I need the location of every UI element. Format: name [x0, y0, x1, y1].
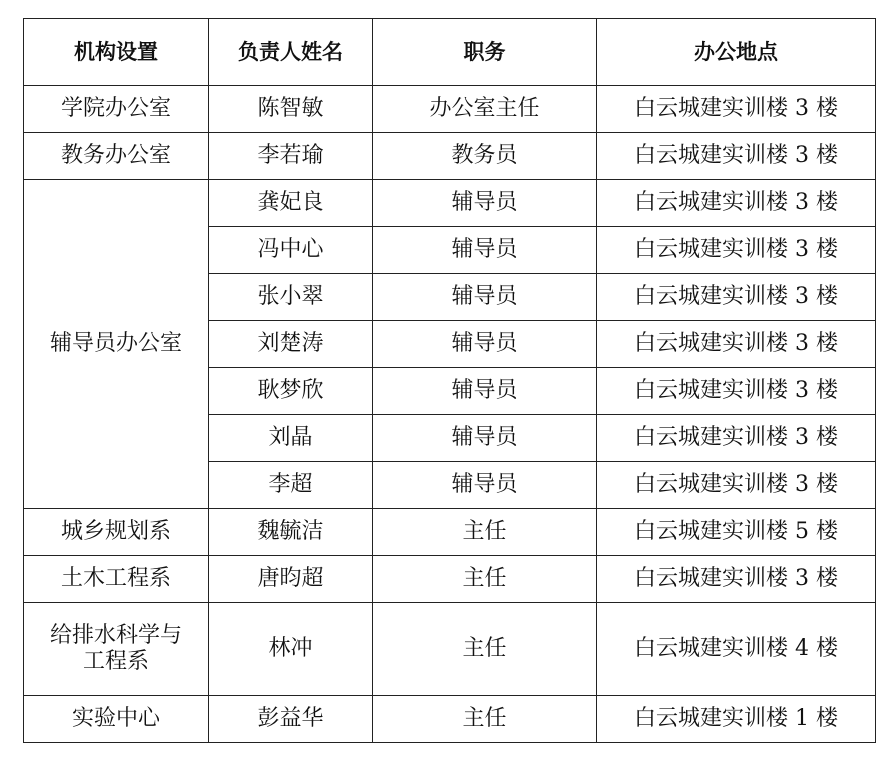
department-cell: 土木工程系 — [24, 556, 209, 603]
location-cell: 白云城建实训楼 3 楼 — [597, 321, 876, 368]
department-cell-merged: 辅导员办公室 — [24, 180, 209, 509]
position-cell: 辅导员 — [373, 180, 597, 227]
department-cell: 学院办公室 — [24, 86, 209, 133]
location-cell: 白云城建实训楼 3 楼 — [597, 415, 876, 462]
position-cell: 教务员 — [373, 133, 597, 180]
location-cell: 白云城建实训楼 5 楼 — [597, 509, 876, 556]
location-cell: 白云城建实训楼 3 楼 — [597, 556, 876, 603]
department-cell: 城乡规划系 — [24, 509, 209, 556]
position-cell: 辅导员 — [373, 462, 597, 509]
header-position: 职务 — [373, 19, 597, 86]
name-cell: 彭益华 — [209, 696, 373, 743]
position-cell: 主任 — [373, 556, 597, 603]
position-cell: 辅导员 — [373, 274, 597, 321]
staff-directory-table — [23, 18, 876, 743]
table-row — [24, 86, 876, 133]
location-cell: 白云城建实训楼 3 楼 — [597, 86, 876, 133]
location-cell: 白云城建实训楼 1 楼 — [597, 696, 876, 743]
table-row — [24, 180, 876, 227]
name-cell: 魏毓洁 — [209, 509, 373, 556]
header-office-location: 办公地点 — [597, 19, 876, 86]
location-cell: 白云城建实训楼 3 楼 — [597, 180, 876, 227]
table-row — [24, 556, 876, 603]
name-cell: 陈智敏 — [209, 86, 373, 133]
name-cell: 冯中心 — [209, 227, 373, 274]
position-cell: 辅导员 — [373, 368, 597, 415]
position-cell: 主任 — [373, 696, 597, 743]
department-line-2: 工程系 — [82, 649, 149, 674]
name-cell: 张小翠 — [209, 274, 373, 321]
name-cell: 林冲 — [209, 603, 373, 696]
department-cell: 实验中心 — [24, 696, 209, 743]
location-cell: 白云城建实训楼 3 楼 — [597, 227, 876, 274]
name-cell: 李若瑜 — [209, 133, 373, 180]
table-row — [24, 133, 876, 180]
name-cell: 李超 — [209, 462, 373, 509]
name-cell: 刘晶 — [209, 415, 373, 462]
table-row — [24, 509, 876, 556]
name-cell: 刘楚涛 — [209, 321, 373, 368]
location-cell: 白云城建实训楼 3 楼 — [597, 274, 876, 321]
location-cell: 白云城建实训楼 3 楼 — [597, 462, 876, 509]
table-row — [24, 603, 876, 696]
location-cell: 白云城建实训楼 3 楼 — [597, 368, 876, 415]
department-cell-two-line — [24, 603, 209, 696]
position-cell: 辅导员 — [373, 227, 597, 274]
position-cell: 辅导员 — [373, 415, 597, 462]
location-cell: 白云城建实训楼 4 楼 — [597, 603, 876, 696]
department-line-1: 给排水科学与 — [49, 623, 182, 648]
position-cell: 主任 — [373, 603, 597, 696]
header-person-name: 负责人姓名 — [209, 19, 373, 86]
position-cell: 辅导员 — [373, 321, 597, 368]
location-cell: 白云城建实训楼 3 楼 — [597, 133, 876, 180]
header-row — [24, 19, 876, 86]
table-row — [24, 696, 876, 743]
name-cell: 耿梦欣 — [209, 368, 373, 415]
name-cell: 龚妃良 — [209, 180, 373, 227]
position-cell: 主任 — [373, 509, 597, 556]
position-cell: 办公室主任 — [373, 86, 597, 133]
header-department: 机构设置 — [24, 19, 209, 86]
name-cell: 唐昀超 — [209, 556, 373, 603]
department-cell: 教务办公室 — [24, 133, 209, 180]
